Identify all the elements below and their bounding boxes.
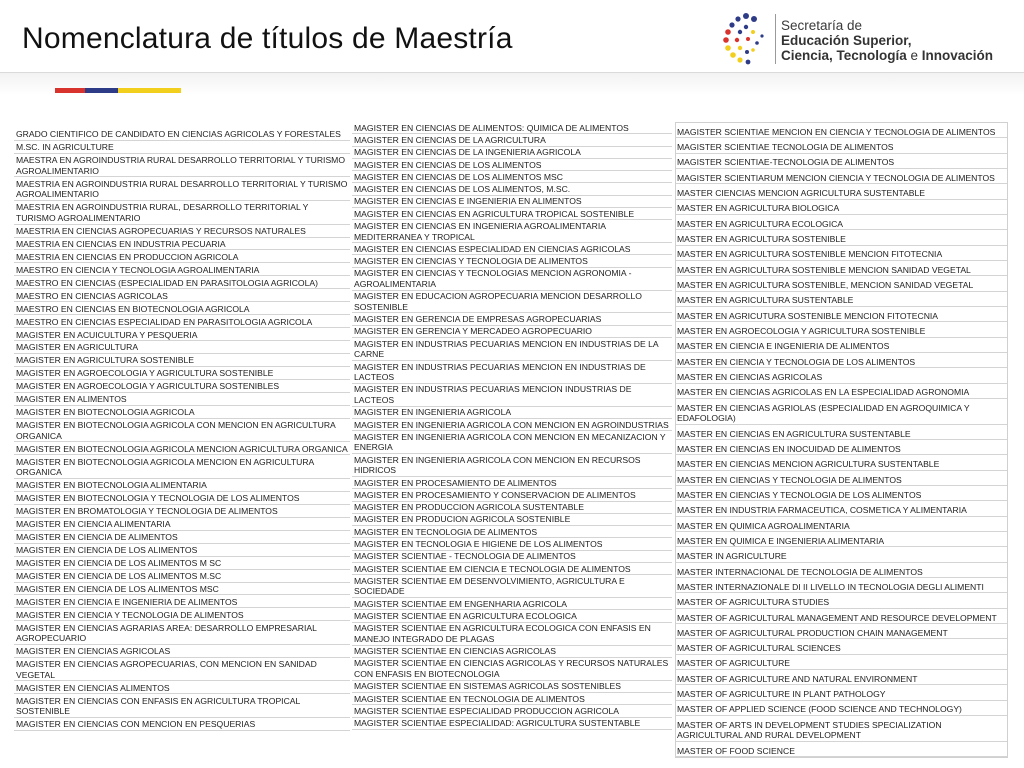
list-item [676,399,1007,425]
list-item-text: MAGISTER EN CIENCIAS EN AGRICULTURA TROPICAL SOSTENIBLE [354,208,635,219]
list-item-text: MAGISTER SCIENTIAE EN CIENCIAS AGRICOLAS Y RECURSOS NATURALES CON ENFASIS EN BIOTECNOLOGIA [354,658,669,680]
list-item [14,328,350,341]
list-item [14,276,350,289]
list-item [676,624,1007,639]
list-item-text: MAGISTER EN CIENCIA DE LOS ALIMENTOS MSC [16,583,219,594]
list-item [352,454,672,477]
titles-column-2 [352,122,672,730]
list-item-text: MASTER EN AGROECOLOGIA Y AGRICULTURA SOSTENIBLE [677,326,926,336]
list-item [14,367,350,380]
list-item-text: MAGISTER SCIENTIAE EM DESENVOLVIMIENTO, AGRICULTURA E SOCIEDADE [354,575,625,597]
list-item-text: MAGISTER EN CIENCIAS EN INGENIERIA AGROALIMENTARIA MEDITERRANEA Y TROPICAL [354,220,606,242]
list-item-text: MAESTRO EN CIENCIAS AGRICOLAS [16,290,168,301]
list-item-text: MAGISTER EN CIENCIA E INGENIERIA DE ALIMENTOS [16,596,238,607]
list-item-text: MASTER EN AGRICULTURA SOSTENIBLE, MENCION SANIDAD VEGETAL [677,280,974,291]
list-item [352,610,672,622]
list-item-text: MAGISTER EN INGENIERIA AGRICOLA CON MENCION EN AGROINDUSTRIAS [354,419,669,430]
list-item [352,255,672,267]
list-item-text: MAGISTER EN BIOTECNOLOGIA AGRICOLA MENCION AGRICULTURA ORGANICA [16,443,348,454]
list-item [14,263,350,276]
list-item [676,639,1007,654]
list-item-text: MASTER EN CIENCIA E INGENIERIA DE ALIMENTOS [677,341,890,352]
list-item [676,276,1007,291]
list-item-text: MASTER OF AGRICULTURA STUDIES [677,597,830,608]
list-item-text: MASTER EN CIENCIAS AGRIOLAS (ESPECIALIDAD EN AGROQUIMICA Y EDAFOLOGIA) [677,402,970,424]
page-title: Nomenclatura de títulos de Maestría [22,22,513,55]
list-item-text: MAESTRIA EN AGROINDUSTRIA RURAL DESARROLLO TERRITORIAL Y TURISMO AGROALIMENTARIO [16,178,348,200]
list-item [352,419,672,431]
list-item [352,489,672,501]
list-item-text: MAGISTER SCIENTIAE-TECNOLOGIA DE ALIMENTOS [677,157,895,168]
list-item [14,315,350,328]
list-item-text: MAGISTER SCIENTIAE EM ENGENHARIA AGRICOLA [354,598,567,609]
list-item-text: MAGISTER EN TECNOLOGIA DE ALIMENTOS [354,526,538,537]
list-item [676,742,1007,757]
list-item [14,128,350,141]
list-item-text: MAESTRO EN CIENCIA Y TECNOLOGIA AGROALIMENTARIA [16,264,260,275]
list-item-text: M.SC. IN AGRICULTURE [16,142,114,153]
list-item [676,200,1007,215]
list-item-text: MASTER IN AGRICULTURE [677,551,787,562]
list-item [14,177,350,201]
list-item [676,655,1007,670]
list-item-text: MAGISTER SCIENTIAE EN AGRICULTURA ECOLOGICA [354,611,577,622]
list-item-text: MAGISTER SCIENTIAE EN TECNOLOGIA DE ALIMENTOS [354,693,585,704]
list-item-text: MASTER OF AGRICULTURAL PRODUCTION CHAIN MANAGEMENT [677,627,948,638]
list-item [352,681,672,693]
list-item [352,502,672,514]
list-item [676,701,1007,716]
list-item [676,471,1007,486]
list-item [352,693,672,705]
list-item [676,532,1007,547]
list-item [676,246,1007,261]
list-item [352,658,672,681]
list-item [676,578,1007,593]
list-item [676,670,1007,685]
list-item [352,477,672,489]
list-item [14,479,350,492]
list-item [352,338,672,361]
list-item-text: MASTER EN CIENCIA Y TECNOLOGIA DE LOS ALIMENTOS [677,356,916,367]
list-item [14,694,350,718]
list-item [14,658,350,682]
list-item [352,268,672,291]
list-item [14,505,350,518]
list-item [14,354,350,367]
logo-divider [775,14,776,64]
list-item [352,384,672,407]
list-item-text: GRADO CIENTIFICO DE CANDIDATO EN CIENCIAS AGRICOLAS Y FORESTALES [16,129,341,140]
list-item-text: MAGISTER SCIENTIAE ESPECIALIDAD: AGRICULTURA SUSTENTABLE [354,718,641,729]
list-item [352,122,672,134]
list-item-text: MAGISTER EN CIENCIAS DE LA INGENIERIA AGRICOLA [354,147,581,158]
list-item-text: MAESTRO EN CIENCIAS ESPECIALIDAD EN PARASITOLOGIA AGRICOLA [16,316,313,327]
list-item [352,718,672,730]
list-item-text: MAGISTER EN CIENCIAS Y TECNOLOGIAS MENCION AGRONOMIA - AGROALIMENTARIA [354,268,632,289]
list-item-text: MAGISTER EN CIENCIAS ALIMENTOS [16,682,170,693]
list-item-text: MAESTRO EN CIENCIAS (ESPECIALIDAD EN PARASITOLOGIA AGRICOLA) [16,277,318,288]
list-item [14,531,350,544]
list-item [352,538,672,550]
list-item-text: MASTER EN AGRICULTURA SOSTENIBLE MENCION SANIDAD VEGETAL [677,264,971,275]
list-item [676,486,1007,501]
flag-stripe-yellow [118,88,181,93]
list-item [676,501,1007,516]
list-item [352,575,672,598]
list-item-text: MAGISTER EN CIENCIAS DE LOS ALIMENTOS, M.SC. [354,184,571,195]
list-item [14,570,350,583]
flag-stripe-red [55,88,85,93]
list-item-text: MAGISTER EN BIOTECNOLOGIA ALIMENTARIA [16,480,207,491]
list-item-text: MASTER EN CIENCIAS EN AGRICULTURA SUSTENTABLE [677,428,911,439]
list-item [14,595,350,608]
list-item-text: MASTER INTERNAZIONALE DI II LIVELLO IN TECNOLOGIA DEGLI ALIMENTI [677,581,984,592]
list-item [352,147,672,159]
list-item [352,598,672,610]
list-item [352,183,672,195]
list-item [14,583,350,596]
list-item-text: MASTER EN CIENCIAS EN INOCUIDAD DE ALIMENTOS [677,443,901,454]
list-item-text: MASTER OF AGRICULTURE AND NATURAL ENVIRONMENT [677,673,918,684]
logo-text [781,18,993,63]
list-item [352,526,672,538]
list-item [14,492,350,505]
logo-line-2: Educación Superior, [781,33,912,48]
list-item [676,593,1007,608]
list-item-text: MAGISTER SCIENTIAE EM CIENCIA E TECNOLOGIA DE ALIMENTOS [354,563,631,574]
list-item [14,718,350,731]
list-item [14,557,350,570]
list-item-text: MAGISTER EN BIOTECNOLOGIA Y TECNOLOGIA DE LOS ALIMENTOS [16,493,300,504]
list-item-text: MAESTRIA EN AGROINDUSTRIA RURAL, DESARROLLO TERRITORIAL Y TURISMO AGROALIMENTARIO [16,202,309,223]
list-item-text: MASTER OF AGRICULTURAL SCIENCES [677,643,841,654]
list-item [676,563,1007,578]
list-item [676,292,1007,307]
titles-column-3 [675,122,1008,758]
list-item [352,551,672,563]
list-item [676,517,1007,532]
list-item [14,442,350,455]
list-item-text: MASTER OF AGRICULTURE [677,658,791,669]
list-item-text: MAGISTER EN INDUSTRIAS PECUARIAS MENCION EN INDUSTRIAS DE LACTEOS [354,361,646,383]
list-item-text: MAGISTER EN CIENCIA DE LOS ALIMENTOS M SC [16,557,222,568]
list-item [14,225,350,238]
list-item-text: MAGISTER EN INDUSTRIAS PECUARIAS MENCION EN INDUSTRIAS DE LA CARNE [354,338,659,360]
list-item-text: MAGISTER EN BIOTECNOLOGIA AGRICOLA [16,407,195,418]
list-item-text: MASTER CIENCIAS MENCION AGRICULTURA SUSTENTABLE [677,188,925,199]
list-item-text: MAGISTER SCIENTIARUM MENCION CIENCIA Y TECNOLOGIA DE ALIMENTOS [677,172,995,183]
list-item [352,361,672,384]
list-item [352,220,672,243]
list-item-text: MAGISTER SCIENTIAE EN AGRICULTURA ECOLOGICA CON ENFASIS EN MANEJO INTEGRADO DE PLAGAS [354,623,651,644]
list-item-text: MASTER EN QUIMICA AGROALIMENTARIA [677,520,850,531]
list-item [14,154,350,178]
list-item-text: MAGISTER EN CIENCIAS CON ENFASIS EN AGRICULTURA TROPICAL SOSTENIBLE [16,695,300,717]
list-item-text: MAGISTER EN CIENCIAS AGRICOLAS [16,646,171,657]
list-item-text: MAGISTER EN INGENIERIA AGRICOLA CON MENCION EN RECURSOS HIDRICOS [354,454,641,476]
list-item [352,431,672,454]
list-item [14,380,350,393]
list-item-text: MASTER OF FOOD SCIENCE [677,745,795,756]
list-item-text: MASTER EN CIENCIAS AGRICOLAS EN LA ESPECIALIDAD AGRONOMIA [677,387,970,398]
list-item-text: MAGISTER EN GERENCIA Y MERCADEO AGROPECUARIO [354,326,592,337]
list-item-text: MASTER EN CIENCIAS Y TECNOLOGIA DE ALIMENTOS [677,474,902,485]
list-item-text: MAGISTER EN CIENCIA DE LOS ALIMENTOS M.SC [16,570,222,581]
logo-line-1: Secretaría de [781,18,863,33]
list-item-text: MASTER EN CIENCIAS MENCION AGRICULTURA SUSTENTABLE [677,459,940,470]
list-item [14,289,350,302]
list-item [14,681,350,694]
list-item-text: MAGISTER EN CIENCIAS DE LOS ALIMENTOS [354,159,542,170]
list-item [14,250,350,263]
list-item [352,514,672,526]
list-item-text: MAGISTER EN CIENCIA DE LOS ALIMENTOS [16,545,198,556]
list-item [14,238,350,251]
list-item-text: MAGISTER SCIENTIAE EN SISTEMAS AGRICOLAS SOSTENIBLES [354,681,621,692]
list-item-text: MAESTRIA EN CIENCIAS AGROPECUARIAS Y RECURSOS NATURALES [16,225,306,236]
logo-line-3 [781,48,993,63]
list-item-text: MAGISTER EN CIENCIAS AGRARIAS AREA: DESARROLLO EMPRESARIAL AGROPECUARIO [16,622,317,644]
list-item [352,159,672,171]
list-item-text: MAGISTER SCIENTIAE EN CIENCIAS AGRICOLAS [354,646,556,657]
list-item [676,455,1007,470]
list-item [352,326,672,338]
list-item-text: MAGISTER EN BROMATOLOGIA Y TECNOLOGIA DE ALIMENTOS [16,506,278,517]
list-item [676,353,1007,368]
list-item-text: MAGISTER EN INDUSTRIAS PECUARIAS MENCION INDUSTRIAS DE LACTEOS [354,384,632,406]
titles-column-1 [14,128,350,731]
list-item [676,716,1007,742]
list-item-text: MASTER INTERNACIONAL DE TECNOLOGIA DE ALIMENTOS [677,566,923,577]
list-item [352,563,672,575]
list-item [676,261,1007,276]
list-item-text: MAESTRO EN CIENCIAS EN BIOTECNOLOGIA AGRICOLA [16,303,250,314]
list-item [352,243,672,255]
list-item [676,169,1007,184]
logo-line-3b: e [910,48,919,63]
list-item [352,171,672,183]
list-item [352,646,672,658]
list-item [352,705,672,717]
list-item [676,215,1007,230]
list-item [352,407,672,419]
list-item-text: MAGISTER SCIENTIAE ESPECIALIDAD PRODUCCION AGRICOLA [354,705,620,716]
list-item [676,322,1007,337]
list-item [676,609,1007,624]
list-item [676,384,1007,399]
list-item [676,123,1007,138]
flag-stripe-blue [85,88,118,93]
list-item [676,307,1007,322]
list-item [14,141,350,154]
list-item-text: MAESTRA EN AGROINDUSTRIA RURAL DESARROLLO TERRITORIAL Y TURISMO AGROALIMENTARIO [16,155,346,176]
logo-line-3a: Ciencia, Tecnología [781,48,911,63]
list-item-text: MAGISTER SCIENTIAE MENCION EN CIENCIA Y TECNOLOGIA DE ALIMENTOS [677,126,996,137]
list-item-text: MASTER OF AGRICULTURE IN PLANT PATHOLOGY [677,689,886,700]
list-item-text: MAGISTER EN PROCESAMIENTO DE ALIMENTOS [354,477,557,488]
list-item-text: MAGISTER EN CIENCIAS ESPECIALIDAD EN CIENCIAS AGRICOLAS [354,243,631,254]
list-item [352,134,672,146]
list-item [14,406,350,419]
list-item [676,425,1007,440]
list-item-text: MAGISTER EN ACUICULTURA Y PESQUERIA [16,329,198,340]
list-item [14,419,350,443]
list-item-text: MAGISTER EN CIENCIAS E INGENIERIA EN ALIMENTOS [354,196,582,207]
list-item [352,313,672,325]
list-item-text: MASTER EN AGRICULTURA SOSTENIBLE MENCION FITOTECNIA [677,249,943,260]
list-item-text: MAGISTER EN CIENCIA ALIMENTARIA [16,519,171,530]
list-item-text: MAGISTER EN INGENIERIA AGRICOLA CON MENCION EN MECANIZACION Y ENERGIA [354,431,666,453]
list-item [352,208,672,220]
list-item-text: MAGISTER EN CIENCIAS CON MENCION EN PESQUERIAS [16,719,256,730]
list-item-text: MASTER EN INDUSTRIA FARMACEUTICA, COSMETICA Y ALIMENTARIA [677,505,967,516]
list-item-text: MAGISTER EN BIOTECNOLOGIA AGRICOLA MENCION EN AGRICULTURA ORGANICA [16,456,314,478]
list-item-text: MASTER EN CIENCIAS AGRICOLAS [677,371,823,382]
list-item-text: MAGISTER EN CIENCIA DE ALIMENTOS [16,532,178,543]
list-item [14,201,350,225]
list-item-text: MAGISTER EN PROCESAMIENTO Y CONSERVACION DE ALIMENTOS [354,489,636,500]
list-item-text: MASTER EN AGRICUTURA SOSTENIBLE MENCION FITOTECNIA [677,310,939,321]
list-item [14,645,350,658]
list-item-text: MAGISTER EN BIOTECNOLOGIA AGRICOLA CON MENCION EN AGRICULTURA ORGANICA [16,420,336,441]
list-item-text: MAGISTER EN CIENCIAS DE ALIMENTOS: QUIMICA DE ALIMENTOS [354,122,629,133]
list-item-text: MAGISTER SCIENTIAE - TECNOLOGIA DE ALIMENTOS [354,551,576,562]
list-item-text: MAGISTER EN TECNOLOGIA E HIGIENE DE LOS ALIMENTOS [354,539,603,550]
list-item-text: MAGISTER EN ALIMENTOS [16,394,127,405]
list-item [14,544,350,557]
list-item [352,623,672,646]
list-item-text: MAGISTER SCIENTIAE TECNOLOGIA DE ALIMENTOS [677,142,894,153]
list-item-text: MAESTRIA EN CIENCIAS EN INDUSTRIA PECUARIA [16,238,226,249]
secretaria-logo [720,8,1010,68]
list-item [676,154,1007,169]
list-item [676,230,1007,245]
logo-line-3c: Innovación [918,48,994,63]
list-item-text: MAGISTER EN AGRICULTURA [16,342,139,353]
list-item-text: MASTER EN QUIMICA E INGENIERIA ALIMENTARIA [677,535,885,546]
list-item-text: MAGISTER EN GERENCIA DE EMPRESAS AGROPECUARIAS [354,314,602,325]
list-item-text: MAGISTER EN PRODUCCION AGRICOLA SUSTENTABLE [354,502,585,513]
list-item [14,608,350,621]
list-item [676,440,1007,455]
list-item-text: MAGISTER EN CIENCIAS Y TECNOLOGIA DE ALIMENTOS [354,256,588,267]
list-item [676,368,1007,383]
list-item-text: MAESTRIA EN CIENCIAS EN PRODUCCION AGRICOLA [16,251,239,262]
list-item [14,341,350,354]
list-item [14,302,350,315]
list-item-text: MASTER EN CIENCIAS Y TECNOLOGIA DE LOS ALIMENTOS [677,489,922,500]
list-item-text: MASTER EN AGRICULTURA SOSTENIBLE [677,234,846,245]
list-item [352,291,672,314]
list-item-text: MAGISTER EN CIENCIAS AGROPECUARIAS, CON MENCION EN SANIDAD VEGETAL [16,659,317,680]
list-item-text: MAGISTER EN PRODUCION AGRICOLA SOSTENIBLE [354,514,571,525]
list-item-text: MAGISTER EN CIENCIAS DE LA AGRICULTURA [354,134,546,145]
list-item [14,518,350,531]
list-item-text: MASTER OF APPLIED SCIENCE (FOOD SCIENCE AND TECHNOLOGY) [677,704,962,715]
list-item-text: MAGISTER EN AGROECOLOGIA Y AGRICULTURA SOSTENIBLES [16,381,280,392]
list-item-text: MAGISTER EN CIENCIA Y TECNOLOGIA DE ALIMENTOS [16,609,244,620]
list-item [676,547,1007,562]
list-item-text: MASTER EN AGRICULTURA BIOLOGICA [677,203,840,214]
list-item [676,138,1007,153]
list-item-text: MAGISTER EN AGRICULTURA SOSTENIBLE [16,355,194,366]
list-item [14,393,350,406]
list-item [14,621,350,645]
list-item-text: MASTER OF ARTS IN DEVELOPMENT STUDIES SPECIALIZATION AGRICULTURAL AND RURAL DEVELOPMENT [677,719,942,741]
list-item-text: MASTER OF AGRICULTURAL MANAGEMENT AND RESOURCE DEVELOPMENT [677,612,997,623]
list-item-text: MASTER EN AGRICULTURA SUSTENTABLE [677,295,854,306]
list-item [352,196,672,208]
list-item-text: MAGISTER EN CIENCIAS DE LOS ALIMENTOS MSC [354,171,563,182]
list-item-text: MASTER EN AGRICULTURA ECOLOGICA [677,218,844,229]
list-item [14,455,350,479]
list-item-text: MAGISTER EN INGENIERIA AGRICOLA [354,407,512,418]
list-item [676,685,1007,700]
list-item [676,338,1007,353]
list-item [676,184,1007,199]
list-item-text: MAGISTER EN EDUCACION AGROPECUARIA MENCION DESARROLLO SOSTENIBLE [354,291,642,312]
logo-dots-icon [720,10,768,66]
list-item-text: MAGISTER EN AGROECOLOGIA Y AGRICULTURA SOSTENIBLE [16,368,274,379]
